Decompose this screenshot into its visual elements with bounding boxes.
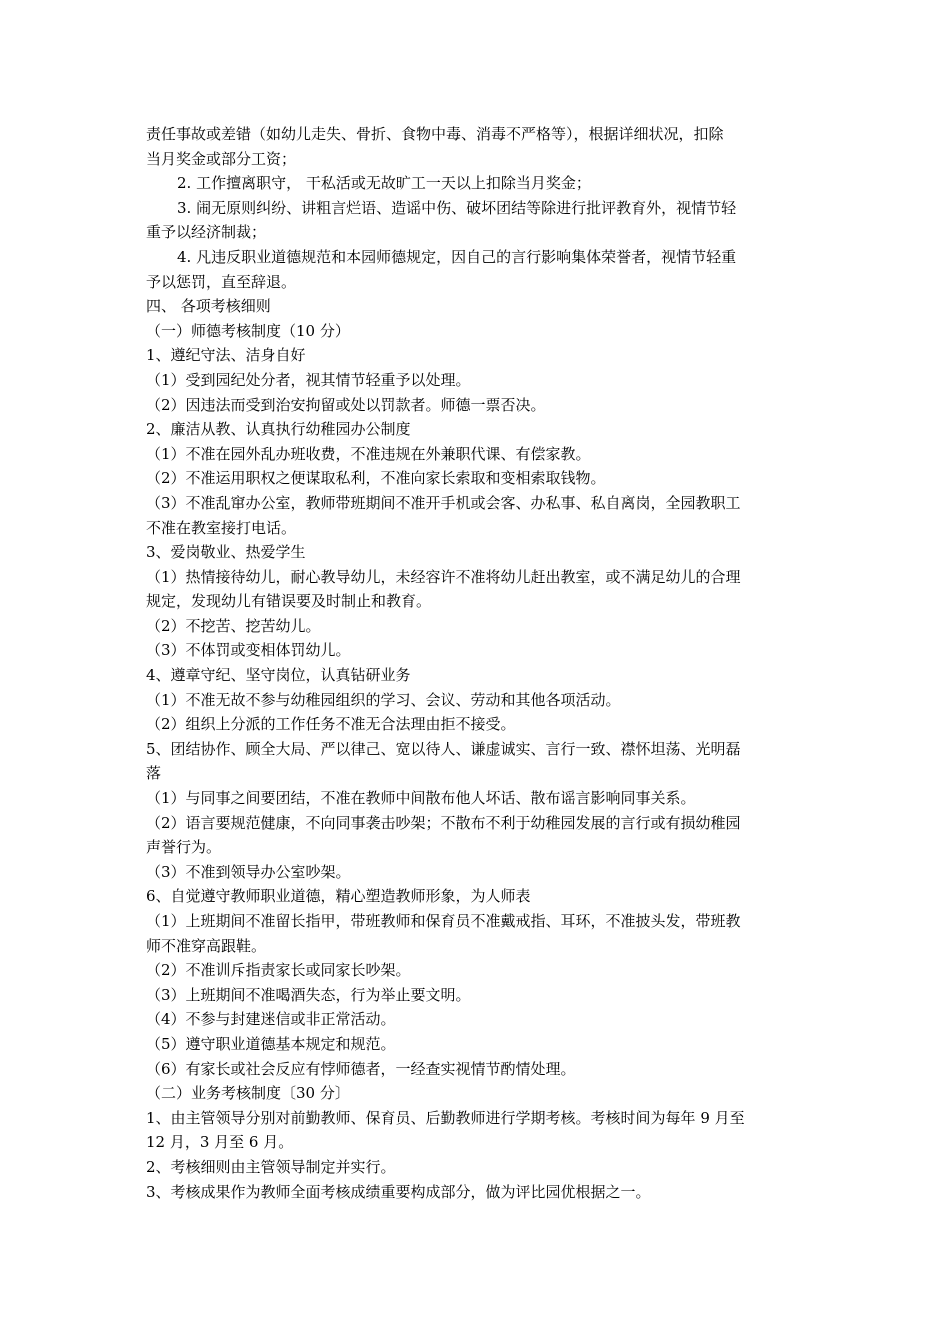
document-body [146,122,810,1204]
text-line: （1）不准在园外乱办班收费，不准违规在外兼职代课、有偿家教。 [146,444,591,463]
text-line: （2）语言要规范健康，不向同事袭击吵架；不散布不利于幼稚园发展的言行或有损幼稚园 [146,813,741,832]
text-line: 当月奖金或部分工资； [146,149,297,168]
text-line: 1、由主管领导分别对前勤教师、保育员、后勤教师进行学期考核。考核时间为每年 9 月至 [146,1108,745,1127]
text-line: （3）不体罚或变相体罚幼儿。 [146,641,351,660]
text-line: （1）上班期间不准留长指甲，带班教师和保育员不准戴戒指、耳环，不准披头发，带班教 [146,912,741,930]
text-line: （4）不参与封建迷信或非正常活动。 [146,1010,396,1029]
text-line: （3）上班期间不准喝酒失态，行为举止要文明。 [146,985,471,1004]
text-line: （2）不挖苦、挖苦幼儿。 [146,616,321,635]
text-line: （1）受到园纪处分者，视其情节轻重予以处理。 [146,370,471,389]
text-line: 四、 各项考核细则 [146,297,271,316]
text-line: 予以惩罚，直至辞退。 [146,272,297,291]
text-line: 4. 凡违反职业道德规范和本园师德规定，因自己的言行影响集体荣誉者，视情节轻重 [177,247,737,266]
text-line: （一）师德考核制度（10 分） [146,321,350,340]
text-line: 规定，发现幼儿有错误要及时制止和教育。 [146,592,432,611]
text-line: （1）热情接待幼儿，耐心教导幼儿，未经容许不准将幼儿赶出教室，或不满足幼儿的合理 [146,567,741,586]
text-line: 声誉行为。 [146,838,222,857]
text-line: （二）业务考核制度〔30 分〕 [146,1084,350,1103]
text-line: 重予以经济制裁； [146,223,267,242]
text-line: 落 [146,764,162,783]
text-line: 2、考核细则由主管领导制定并实行。 [146,1157,396,1176]
text-line: （2）因违法而受到治安拘留或处以罚款者。师德一票否决。 [146,395,546,414]
text-line: （2）组织上分派的工作任务不准无合法理由拒不接受。 [146,715,516,734]
text-line: （1）与同事之间要团结，不准在教师中间散布他人坏话、散布谣言影响同事关系。 [146,789,696,808]
text-line: （2）不准运用职权之便谋取私利，不准向家长索取和变相索取钱物。 [146,469,606,488]
text-line: 师不准穿高跟鞋。 [146,936,267,955]
text-line: （2）不准训斥指责家长或同家长吵架。 [146,961,411,980]
text-line: 12 月，3 月至 6 月。 [146,1133,294,1152]
text-line: 3、考核成果作为教师全面考核成绩重要构成部分，做为评比园优根据之一。 [146,1182,651,1201]
text-line: （1）不准无故不参与幼稚园组织的学习、会议、劳动和其他各项活动。 [146,690,621,709]
text-line: 3、爱岗敬业、热爱学生 [146,543,306,562]
text-line: 2、廉洁从教、认真执行幼稚园办公制度 [146,420,411,439]
text-line: 4、遵章守纪、坚守岗位，认真钻研业务 [146,666,411,685]
text-line: 3. 闹无原则纠纷、讲粗言烂语、造谣中伤、破坏团结等除进行批评教育外，视情节轻 [177,198,737,217]
text-line: 6、自觉遵守教师职业道德，精心塑造教师形象，为人师表 [146,887,531,906]
text-line: 1、遵纪守法、洁身自好 [146,346,306,365]
text-line: （3）不准乱窜办公室，教师带班期间不准开手机或会客、办私事、私自离岗，全园教职工 [146,493,741,512]
text-line: 不准在教室接打电话。 [146,518,297,537]
text-line: （3）不准到领导办公室吵架。 [146,862,351,881]
text-line: （6）有家长或社会反应有悖师德者，一经查实视情节酌情处理。 [146,1059,576,1078]
text-line: 2. 工作擅离职守， 干私活或无故旷工一天以上扣除当月奖金； [177,174,591,193]
text-line: （5）遵守职业道德基本规定和规范。 [146,1034,396,1053]
text-line: 5、团结协作、顾全大局、严以律己、宽以待人、谦虚诚实、言行一致、襟怀坦荡、光明磊 [146,739,741,758]
text-line: 责任事故或差错（如幼儿走失、骨折、食物中毒、消毒不严格等），根据详细状况，扣除 [146,125,724,143]
